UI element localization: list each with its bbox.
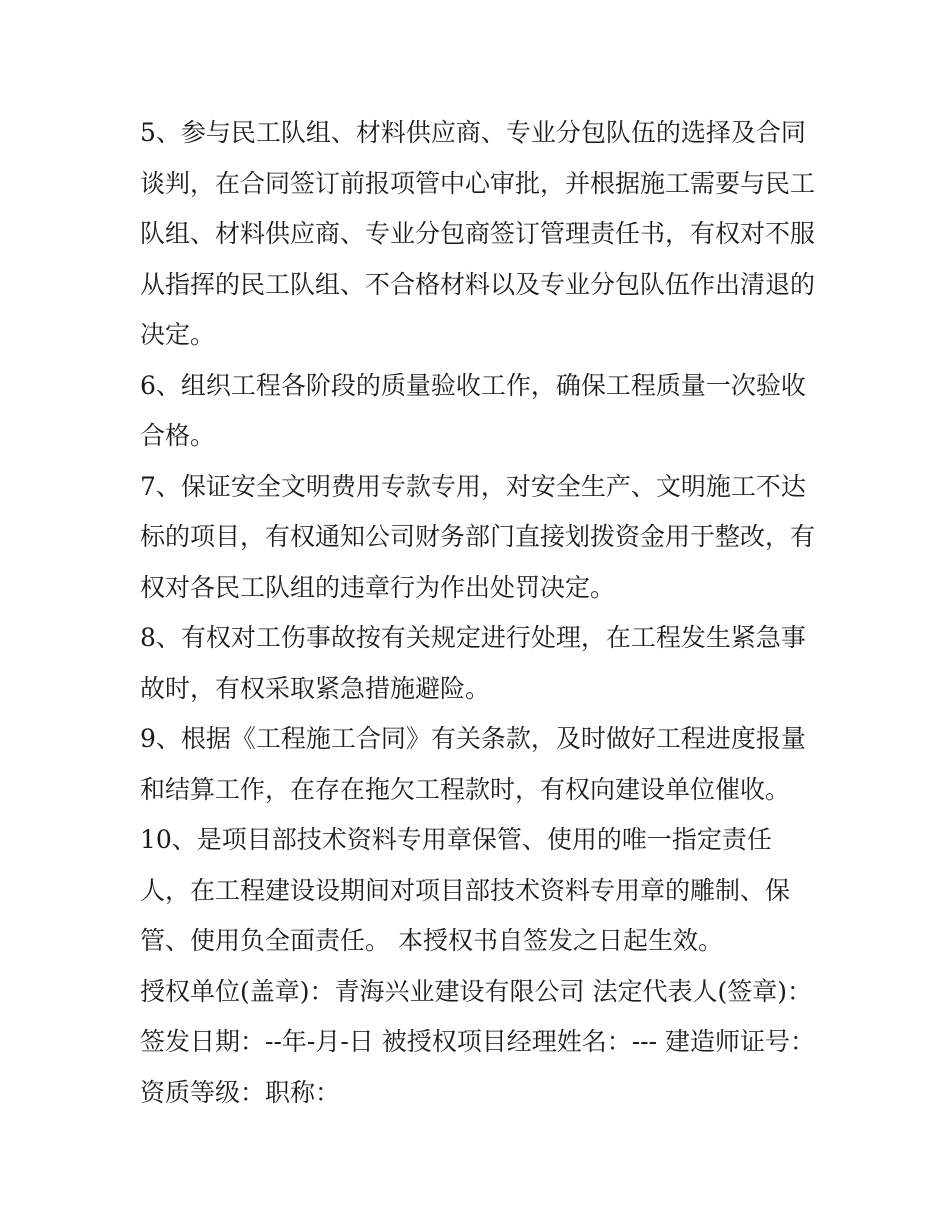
paragraph-item-8: 8、有权对工伤事故按有关规定进行处理，在工程发生紧急事故时，有权采取紧急措施避险。 xyxy=(140,623,806,703)
document-body xyxy=(140,108,820,1118)
qualification-line: 资质等级：职称： xyxy=(140,1077,341,1107)
paragraph-item-9: 9、根据《工程施工合同》有关条款，及时做好工程进度报量和结算工作，在存在拖欠工程款时，有权向建设单位催收。 xyxy=(140,724,806,804)
issue-date-line: 签发日期：--年-月-日 被授权项目经理姓名：--- 建造师证号： xyxy=(140,1027,816,1056)
paragraph-item-6: 6、组织工程各阶段的质量验收工作，确保工程质量一次验收合格。 xyxy=(140,370,806,450)
authorizing-unit-line: 授权单位(盖章)：青海兴业建设有限公司 法定代表人(签章)： xyxy=(140,976,812,1006)
paragraph-item-7: 7、保证安全文明费用专款专用，对安全生产、文明施工不达标的项目，有权通知公司财务部门直接划拨资金用于整改，有权对各民工队组的违章行为作出处罚决定。 xyxy=(140,471,816,602)
paragraph-item-10: 10、是项目部技术资料专用章保管、使用的唯一指定责任人，在工程建设设期间对项目部技术资料专用章的雕制、保管、使用负全面责任。 本授权书自签发之日起生效。 xyxy=(140,825,791,955)
paragraph-item-5: 5、参与民工队组、材料供应商、专业分包队伍的选择及合同谈判，在合同签订前报项管中心审批，并根据施工需要与民工队组、材料供应商、专业分包商签订管理责任书，有权对不服从指挥的民工队组、不合格材料以及专业分包队伍作出清退的决定。 xyxy=(140,118,816,349)
